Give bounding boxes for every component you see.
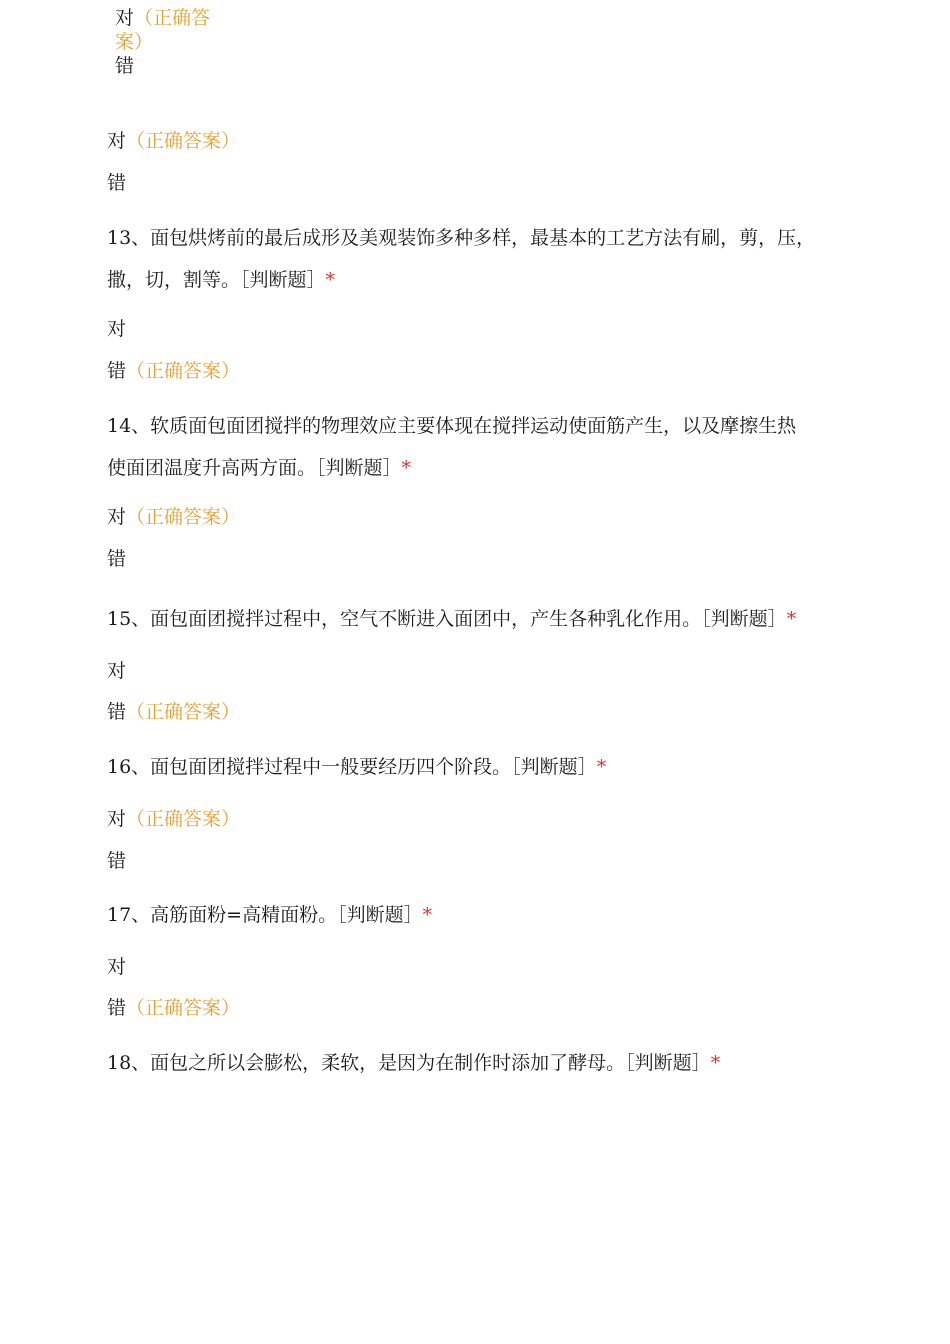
q16-option-false[interactable] (107, 849, 126, 873)
correct-answer-marker: （正确答案） (126, 997, 241, 1019)
q14-option-false[interactable] (107, 547, 126, 571)
required-marker: * (325, 269, 336, 291)
option-label: 错 (107, 172, 127, 194)
q16-text-line1: 16、面包面团搅拌过程中一般要经历四个阶段。［判断题］* (107, 756, 607, 778)
q14-text-line2: 使面团温度升高两方面。［判断题］* (107, 457, 412, 479)
q15-option-false[interactable] (107, 700, 240, 724)
required-marker: * (710, 1052, 721, 1074)
top-option-false[interactable] (115, 54, 134, 78)
option-label: 错 (107, 548, 127, 570)
option-label: 对 (107, 130, 127, 152)
correct-answer-marker: （正确答案） (126, 360, 241, 382)
option-label: 错 (115, 55, 135, 77)
correct-answer-marker: （正确答案） (126, 130, 241, 152)
correct-answer-marker: （正确答案） (126, 808, 241, 830)
q17-option-false[interactable] (107, 996, 240, 1020)
q13-option-false[interactable] (107, 359, 240, 383)
correct-answer-marker: （正确答案） (126, 701, 241, 723)
q15-text-line1: 15、面包面团搅拌过程中，空气不断进入面团中，产生各种乳化作用。［判断题］* (107, 608, 797, 630)
option-label: 对 (107, 318, 127, 340)
required-marker: * (786, 608, 797, 630)
option-label: 错 (107, 850, 127, 872)
q18-text-line1: 18、面包之所以会膨松，柔软，是因为在制作时添加了酵母。［判断题］* (107, 1052, 721, 1074)
q15-option-true[interactable] (107, 659, 126, 683)
correct-answer-marker: （正确答案） (115, 7, 211, 53)
q12-option-true[interactable] (107, 129, 240, 153)
correct-answer-marker: （正确答案） (126, 506, 241, 528)
option-label: 对 (107, 506, 127, 528)
option-label: 错 (107, 997, 127, 1019)
q16-option-true[interactable] (107, 807, 240, 831)
q17-text-line1: 17、高筋面粉=高精面粉。［判断题］* (107, 904, 433, 926)
option-label: 错 (107, 360, 127, 382)
q12-option-false[interactable] (107, 171, 126, 195)
option-label: 对 (107, 660, 127, 682)
required-marker: * (422, 904, 433, 926)
required-marker: * (401, 457, 412, 479)
top-option-true[interactable] (115, 6, 223, 54)
option-label: 错 (107, 701, 127, 723)
q14-option-true[interactable] (107, 505, 240, 529)
option-label: 对 (107, 808, 127, 830)
required-marker: * (596, 756, 607, 778)
q13-text-line2: 撒，切，割等。［判断题］* (107, 269, 336, 291)
q13-option-true[interactable] (107, 317, 126, 341)
option-label: 对 (115, 7, 135, 29)
q14-text-line1: 14、软质面包面团搅拌的物理效应主要体现在搅拌运动使面筋产生，以及摩擦生热 (107, 415, 797, 437)
option-label: 对 (107, 956, 127, 978)
q13-text-line1: 13、面包烘烤前的最后成形及美观装饰多种多样，最基本的工艺方法有刷，剪，压， (107, 227, 816, 249)
q17-option-true[interactable] (107, 955, 126, 979)
